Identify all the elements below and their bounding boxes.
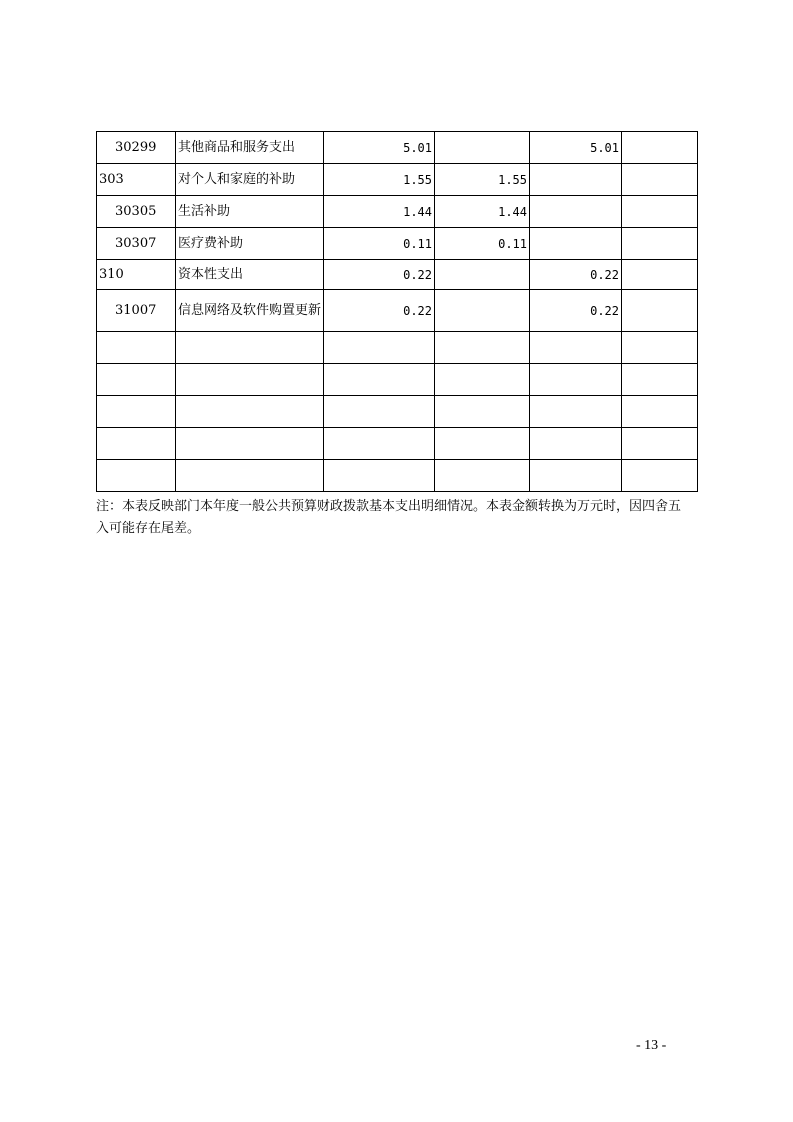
- public-amount-cell: [530, 332, 622, 364]
- public-amount-cell: [530, 164, 622, 196]
- table-row: [97, 332, 698, 364]
- subject-name-cell: 资本性支出: [176, 260, 324, 290]
- total-amount-cell: 0.22: [324, 290, 435, 332]
- subject-name-cell: 医疗费补助: [176, 228, 324, 260]
- subject-name-cell: 其他商品和服务支出: [176, 132, 324, 164]
- subject-code-cell: 303: [97, 164, 176, 196]
- subject-name-cell: 对个人和家庭的补助: [176, 164, 324, 196]
- subject-name-cell: [176, 396, 324, 428]
- public-amount-cell: 0.22: [530, 290, 622, 332]
- public-amount-cell: 5.01: [530, 132, 622, 164]
- personnel-amount-cell: 0.11: [435, 228, 530, 260]
- extra-amount-cell: [622, 260, 698, 290]
- personnel-amount-cell: 1.55: [435, 164, 530, 196]
- subject-code-cell: [97, 332, 176, 364]
- table-row: [97, 164, 698, 196]
- total-amount-cell: [324, 332, 435, 364]
- table-row: [97, 290, 698, 332]
- personnel-amount-cell: 1.44: [435, 196, 530, 228]
- public-amount-cell: [530, 428, 622, 460]
- subject-code-cell: 30305: [97, 196, 176, 228]
- table-row: [97, 364, 698, 396]
- total-amount-cell: 0.11: [324, 228, 435, 260]
- personnel-amount-cell: [435, 332, 530, 364]
- extra-amount-cell: [622, 132, 698, 164]
- total-amount-cell: [324, 428, 435, 460]
- total-amount-cell: 1.44: [324, 196, 435, 228]
- budget-table: [96, 131, 698, 492]
- public-amount-cell: [530, 364, 622, 396]
- total-amount-cell: 5.01: [324, 132, 435, 164]
- table-row: [97, 260, 698, 290]
- subject-name-cell: [176, 428, 324, 460]
- subject-code-cell: 30307: [97, 228, 176, 260]
- budget-table-body: [97, 132, 698, 492]
- extra-amount-cell: [622, 228, 698, 260]
- total-amount-cell: 0.22: [324, 260, 435, 290]
- personnel-amount-cell: [435, 290, 530, 332]
- table-row: [97, 460, 698, 492]
- public-amount-cell: [530, 228, 622, 260]
- personnel-amount-cell: [435, 460, 530, 492]
- subject-name-cell: 信息网络及软件购置更新: [176, 290, 324, 332]
- subject-code-cell: 310: [97, 260, 176, 290]
- total-amount-cell: [324, 396, 435, 428]
- subject-code-cell: [97, 428, 176, 460]
- extra-amount-cell: [622, 460, 698, 492]
- extra-amount-cell: [622, 290, 698, 332]
- subject-name-cell: [176, 332, 324, 364]
- table-row: [97, 132, 698, 164]
- total-amount-cell: [324, 364, 435, 396]
- subject-code-cell: 31007: [97, 290, 176, 332]
- subject-name-cell: 生活补助: [176, 196, 324, 228]
- public-amount-cell: 0.22: [530, 260, 622, 290]
- public-amount-cell: [530, 396, 622, 428]
- personnel-amount-cell: [435, 132, 530, 164]
- subject-code-cell: [97, 460, 176, 492]
- personnel-amount-cell: [435, 428, 530, 460]
- extra-amount-cell: [622, 332, 698, 364]
- public-amount-cell: [530, 196, 622, 228]
- table-row: [97, 396, 698, 428]
- extra-amount-cell: [622, 428, 698, 460]
- page-number: - 13 -: [636, 1038, 667, 1053]
- extra-amount-cell: [622, 196, 698, 228]
- total-amount-cell: [324, 460, 435, 492]
- public-amount-cell: [530, 460, 622, 492]
- total-amount-cell: 1.55: [324, 164, 435, 196]
- table-row: [97, 196, 698, 228]
- personnel-amount-cell: [435, 396, 530, 428]
- subject-name-cell: [176, 460, 324, 492]
- table-row: [97, 228, 698, 260]
- subject-code-cell: [97, 396, 176, 428]
- table-note: 注：本表反映部门本年度一般公共预算财政拨款基本支出明细情况。本表金额转换为万元时，因四舍五入可能存在尾差。: [96, 499, 682, 536]
- extra-amount-cell: [622, 164, 698, 196]
- extra-amount-cell: [622, 396, 698, 428]
- subject-code-cell: [97, 364, 176, 396]
- personnel-amount-cell: [435, 364, 530, 396]
- personnel-amount-cell: [435, 260, 530, 290]
- subject-code-cell: 30299: [97, 132, 176, 164]
- subject-name-cell: [176, 364, 324, 396]
- extra-amount-cell: [622, 364, 698, 396]
- table-row: [97, 428, 698, 460]
